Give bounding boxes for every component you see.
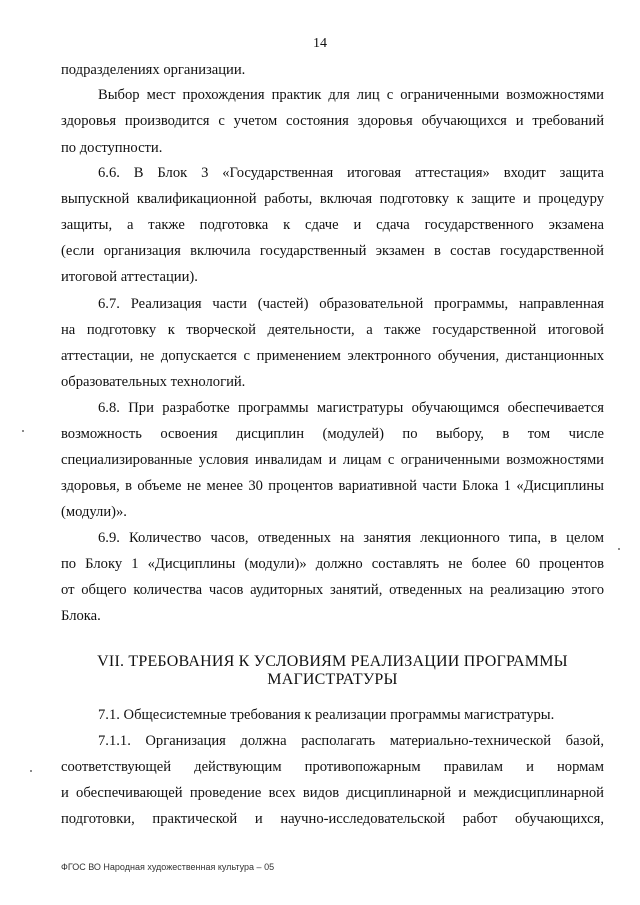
text-line: 6.8. При разработке программы магистратуры обучающимся обеспечивается bbox=[98, 400, 604, 416]
text-line: 7.1. Общесистемные требования к реализации программы магистратуры. bbox=[98, 707, 555, 723]
text-line: по доступности. bbox=[61, 140, 163, 156]
text-line: соответствующей действующим противопожарным правилам и нормам bbox=[61, 759, 604, 775]
text-line: подготовки, практической и научно-исследовательской работ обучающихся, bbox=[61, 811, 604, 827]
text-line: здоровья производится с учетом состояния здоровья обучающихся и требований bbox=[61, 113, 604, 129]
text-line: 6.6. В Блок 3 «Государственная итоговая аттестация» входит защита bbox=[98, 165, 604, 181]
text-line: (модули)». bbox=[61, 504, 127, 520]
text-line: аттестации, не допускается с применением электронного обучения, дистанционных bbox=[61, 348, 604, 364]
text-line: (если организация включила государственный экзамен в состав государственной bbox=[61, 243, 604, 259]
text-line: 7.1.1. Организация должна располагать материально-технической базой, bbox=[98, 733, 604, 749]
section-heading: МАГИСТРАТУРЫ bbox=[267, 671, 398, 688]
section-heading: VII. ТРЕБОВАНИЯ К УСЛОВИЯМ РЕАЛИЗАЦИИ ПРОГРАММЫ bbox=[97, 653, 568, 670]
page-number: 14 bbox=[313, 36, 327, 51]
text-line: по Блоку 1 «Дисциплины (модули)» должно составлять не более 60 процентов bbox=[61, 556, 604, 572]
text-line: от общего количества часов аудиторных занятий, отведенных на реализацию этого bbox=[61, 582, 604, 598]
text-line: образовательных технологий. bbox=[61, 374, 246, 390]
text-line: 6.9. Количество часов, отведенных на занятия лекционного типа, в целом bbox=[98, 530, 604, 546]
text-line: возможность освоения дисциплин (модулей) по выбору, в том числе bbox=[61, 426, 604, 442]
text-line: итоговой аттестации). bbox=[61, 269, 198, 285]
text-line: Выбор мест прохождения практик для лиц с ограниченными возможностями bbox=[98, 87, 604, 103]
text-line: 6.7. Реализация части (частей) образовательной программы, направленная bbox=[98, 296, 604, 312]
text-line: подразделениях организации. bbox=[61, 62, 246, 78]
text-line: и обеспечивающей проведение всех видов дисциплинарной и междисциплинарной bbox=[61, 785, 604, 801]
page-footer: ФГОС ВО Народная художественная культура – 05 bbox=[61, 862, 275, 872]
scan-speck bbox=[22, 430, 24, 432]
scan-speck bbox=[618, 548, 620, 550]
text-line: защиты, а также подготовка к сдаче и сдача государственного экзамена bbox=[61, 217, 604, 233]
text-line: здоровья, в объеме не менее 30 процентов вариативной части Блока 1 «Дисциплины bbox=[61, 478, 604, 494]
text-line: Блока. bbox=[61, 608, 101, 624]
scan-speck bbox=[30, 770, 32, 772]
text-line: специализированные условия инвалидам и лицам с ограниченными возможностями bbox=[61, 452, 604, 468]
text-line: выпускной квалификационной работы, включая подготовку к защите и процедуру bbox=[61, 191, 604, 207]
text-line: на подготовку к творческой деятельности, а также государственной итоговой bbox=[61, 322, 604, 338]
